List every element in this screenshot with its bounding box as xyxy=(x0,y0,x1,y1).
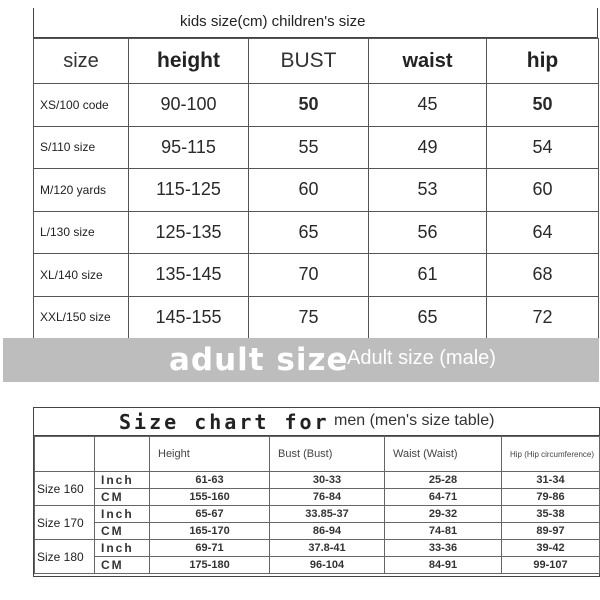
kids-cell-size: XL/140 size xyxy=(34,254,129,297)
kids-cell-bust: 60 xyxy=(249,169,369,212)
men-cell-bust: 37.8-41 xyxy=(270,540,385,557)
men-cell-hip: 39-42 xyxy=(502,540,600,557)
kids-cell-bust: 70 xyxy=(249,254,369,297)
kids-cell-hip: 54 xyxy=(487,126,599,169)
adult-size-subheading: Adult size (male) xyxy=(347,347,496,369)
men-cell-height: 165-170 xyxy=(150,523,270,540)
men-cell-hip: 35-38 xyxy=(502,506,600,523)
kids-cell-size: M/120 yards xyxy=(34,169,129,212)
men-cell-bust: 30-33 xyxy=(270,472,385,489)
kids-cell-size: S/110 size xyxy=(34,126,129,169)
kids-cell-hip: 72 xyxy=(487,296,599,339)
men-cell-waist: 84-91 xyxy=(385,557,502,574)
men-cell-size: Size 170 xyxy=(35,506,95,540)
adult-size-banner xyxy=(3,338,599,382)
men-cell-waist: 64-71 xyxy=(385,489,502,506)
kids-cell-size: XXL/150 size xyxy=(34,296,129,339)
men-cell-waist: 74-81 xyxy=(385,523,502,540)
men-cell-bust: 86-94 xyxy=(270,523,385,540)
men-header-waist: Waist (Waist) xyxy=(385,437,502,472)
men-header-height: Height xyxy=(150,437,270,472)
men-cell-unit: CM xyxy=(95,557,150,574)
men-cell-height: 155-160 xyxy=(150,489,270,506)
men-size-row xyxy=(35,540,600,557)
men-header-blank xyxy=(95,437,150,472)
kids-cell-waist: 61 xyxy=(369,254,487,297)
men-cell-unit: Inch xyxy=(95,472,150,489)
men-cell-unit: CM xyxy=(95,523,150,540)
kids-cell-bust: 65 xyxy=(249,211,369,254)
kids-header-size: size xyxy=(34,39,129,84)
men-header-hip: Hip (Hip circumference) xyxy=(502,437,600,472)
men-size-row xyxy=(35,472,600,489)
kids-cell-waist: 56 xyxy=(369,211,487,254)
men-header-bust: Bust (Bust) xyxy=(270,437,385,472)
kids-size-row xyxy=(34,126,599,169)
men-cell-hip: 99-107 xyxy=(502,557,600,574)
kids-size-row xyxy=(34,254,599,297)
kids-cell-height: 90-100 xyxy=(129,84,249,127)
men-cell-unit: CM xyxy=(95,489,150,506)
kids-cell-height: 135-145 xyxy=(129,254,249,297)
men-cell-waist: 25-28 xyxy=(385,472,502,489)
kids-cell-height: 115-125 xyxy=(129,169,249,212)
kids-cell-hip: 50 xyxy=(487,84,599,127)
kids-cell-bust: 50 xyxy=(249,84,369,127)
kids-cell-hip: 64 xyxy=(487,211,599,254)
kids-cell-waist: 53 xyxy=(369,169,487,212)
men-cell-waist: 33-36 xyxy=(385,540,502,557)
kids-cell-size: XS/100 code xyxy=(34,84,129,127)
men-size-row xyxy=(35,506,600,523)
men-size-row xyxy=(35,523,600,540)
kids-header-waist: waist xyxy=(369,39,487,84)
kids-cell-bust: 55 xyxy=(249,126,369,169)
kids-size-row xyxy=(34,84,599,127)
men-chart-title-main: Size chart for xyxy=(119,410,330,434)
kids-cell-height: 95-115 xyxy=(129,126,249,169)
men-header-row xyxy=(35,437,600,472)
kids-cell-hip: 60 xyxy=(487,169,599,212)
kids-header-hip: hip xyxy=(487,39,599,84)
men-size-chart xyxy=(33,407,600,577)
kids-cell-waist: 65 xyxy=(369,296,487,339)
kids-chart-title: kids size(cm) children's size xyxy=(33,8,598,38)
men-cell-unit: Inch xyxy=(95,506,150,523)
men-chart-title xyxy=(34,408,599,436)
kids-size-chart xyxy=(33,8,598,338)
kids-size-row xyxy=(34,211,599,254)
men-cell-height: 61-63 xyxy=(150,472,270,489)
men-cell-bust: 96-104 xyxy=(270,557,385,574)
men-size-row xyxy=(35,489,600,506)
men-cell-waist: 29-32 xyxy=(385,506,502,523)
men-size-row xyxy=(35,557,600,574)
men-size-table xyxy=(34,436,600,574)
adult-size-heading: adult size xyxy=(169,342,349,378)
kids-cell-hip: 68 xyxy=(487,254,599,297)
kids-size-table xyxy=(33,38,599,339)
men-cell-height: 65-67 xyxy=(150,506,270,523)
men-cell-hip: 79-86 xyxy=(502,489,600,506)
men-cell-unit: Inch xyxy=(95,540,150,557)
kids-size-row xyxy=(34,296,599,339)
men-cell-height: 175-180 xyxy=(150,557,270,574)
men-chart-title-sub: men (men's size table) xyxy=(334,412,495,429)
kids-cell-waist: 45 xyxy=(369,84,487,127)
kids-cell-height: 125-135 xyxy=(129,211,249,254)
men-cell-height: 69-71 xyxy=(150,540,270,557)
men-cell-hip: 31-34 xyxy=(502,472,600,489)
men-cell-hip: 89-97 xyxy=(502,523,600,540)
men-header-blank xyxy=(35,437,95,472)
kids-cell-waist: 49 xyxy=(369,126,487,169)
kids-header-bust: BUST xyxy=(249,39,369,84)
kids-cell-height: 145-155 xyxy=(129,296,249,339)
kids-cell-bust: 75 xyxy=(249,296,369,339)
men-cell-bust: 33.85-37 xyxy=(270,506,385,523)
men-cell-bust: 76-84 xyxy=(270,489,385,506)
men-cell-size: Size 160 xyxy=(35,472,95,506)
kids-size-row xyxy=(34,169,599,212)
kids-header-height: height xyxy=(129,39,249,84)
kids-cell-size: L/130 size xyxy=(34,211,129,254)
men-cell-size: Size 180 xyxy=(35,540,95,574)
kids-header-row xyxy=(34,39,599,84)
